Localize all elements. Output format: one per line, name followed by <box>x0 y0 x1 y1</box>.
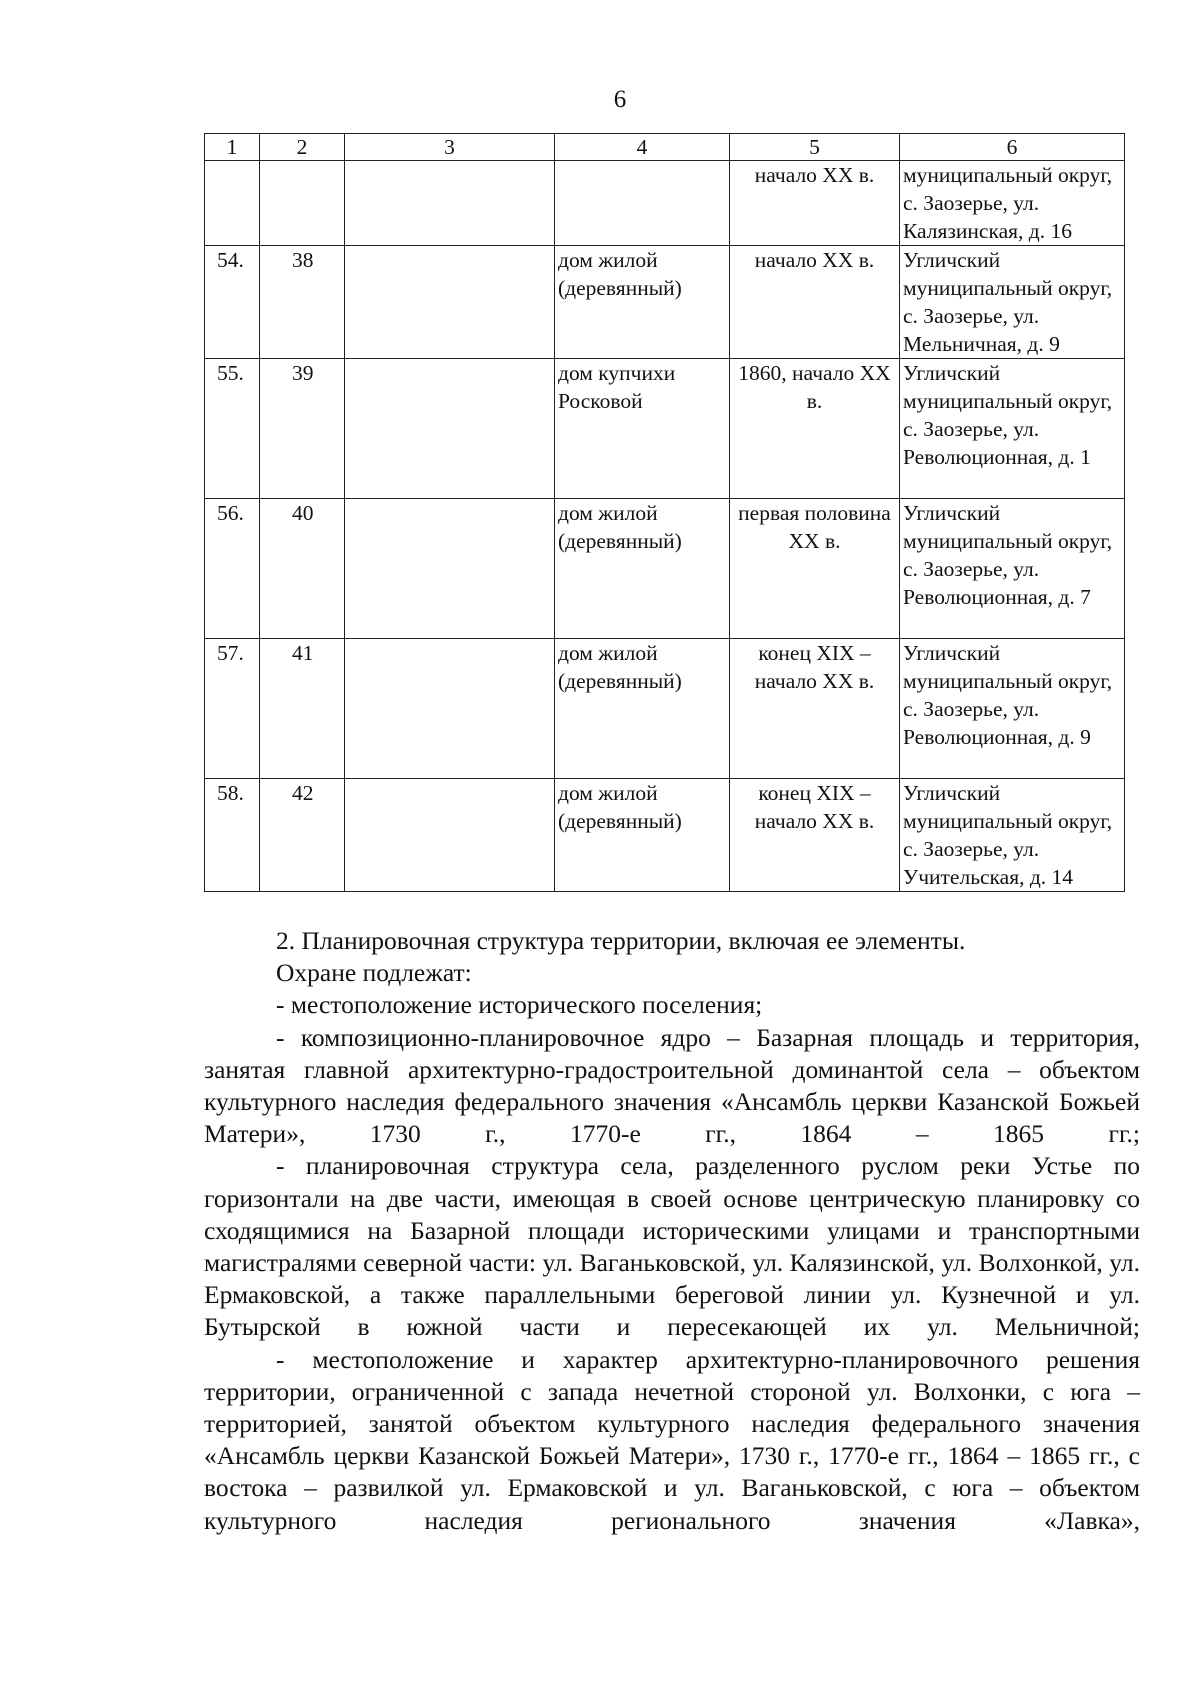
object-number: 42 <box>260 779 345 892</box>
row-number: 57. <box>205 639 260 779</box>
object-address: Угличский муниципальный округ, с. Заозерье, ул. Революционная, д. 1 <box>900 359 1125 499</box>
header-cell: 1 <box>205 134 260 161</box>
list-item: - композиционно-планировочное ядро – Базарная площадь и территория, занятая главной архитектурно-градостроительной доминантой села – объектом культурного наследия федерального значения «Ансамбль церкви Казанской Божьей Матери», 1730 г., 1770-е гг., 1864 – 1865 гг.; <box>204 1022 1140 1149</box>
object-name: дом жилой (деревянный) <box>555 779 730 892</box>
object-name <box>555 161 730 246</box>
table-row <box>205 639 1125 779</box>
object-number: 38 <box>260 246 345 359</box>
object-number: 41 <box>260 639 345 779</box>
object-number: 40 <box>260 499 345 639</box>
table-row <box>205 161 1125 246</box>
column-3-cell <box>345 246 555 359</box>
column-3-cell <box>345 779 555 892</box>
column-3-cell <box>345 639 555 779</box>
object-number: 39 <box>260 359 345 499</box>
list-item: - местоположение и характер архитектурно-планировочного решения территории, ограниченной с запада нечетной стороной ул. Волхонки, с юга – территорией, занятой объектом культурного наследия федерального значения «Ансамбль церкви Казанской Божьей Матери», 1730 г., 1770-е гг., 1864 – 1865 гг., с востока – развилкой ул. Ермаковской и ул. Ваганьковской, с юга – объектом культурного наследия регионального значения «Лавка», <box>204 1344 1140 1535</box>
row-number: 58. <box>205 779 260 892</box>
object-date: начало XX в. <box>730 161 900 246</box>
column-3-cell <box>345 161 555 246</box>
header-cell: 2 <box>260 134 345 161</box>
object-number <box>260 161 345 246</box>
list-item: - планировочная структура села, разделенного руслом реки Устье по горизонтали на две части, имеющая в своей основе центрическую планировку со сходящимися на Базарной площади историческими улицами и транспортными магистралями северной части: ул. Ваганьковской, ул. Калязинской, ул. Волхонкой, ул. Ермаковской, а также параллельными береговой линии ул. Кузнечной и ул. Бутырской в южной части и пересекающей их ул. Мельничной; <box>204 1151 1140 1342</box>
object-address: муниципальный округ, с. Заозерье, ул. Калязинская, д. 16 <box>900 161 1125 246</box>
header-cell: 4 <box>555 134 730 161</box>
table-row <box>205 359 1125 499</box>
column-3-cell <box>345 359 555 499</box>
heritage-objects-table <box>204 133 1125 892</box>
object-name: дом жилой (деревянный) <box>555 246 730 359</box>
table-header-row <box>205 134 1125 161</box>
object-address: Угличский муниципальный округ, с. Заозерье, ул. Революционная, д. 7 <box>900 499 1125 639</box>
object-address: Угличский муниципальный округ, с. Заозерье, ул. Учительская, д. 14 <box>900 779 1125 892</box>
table-row <box>205 499 1125 639</box>
object-address: Угличский муниципальный округ, с. Заозерье, ул. Революционная, д. 9 <box>900 639 1125 779</box>
section-heading: 2. Планировочная структура территории, включая ее элементы. <box>276 926 966 955</box>
header-cell: 3 <box>345 134 555 161</box>
table-row <box>205 246 1125 359</box>
table-row <box>205 779 1125 892</box>
object-date: начало XX в. <box>730 246 900 359</box>
object-date: 1860, начало XX в. <box>730 359 900 499</box>
object-date: первая половина XX в. <box>730 499 900 639</box>
header-cell: 6 <box>900 134 1125 161</box>
object-name: дом жилой (деревянный) <box>555 639 730 779</box>
body-text <box>204 925 1140 1537</box>
object-address: Угличский муниципальный округ, с. Заозерье, ул. Мельничная, д. 9 <box>900 246 1125 359</box>
object-date: конец XIX – начало XX в. <box>730 639 900 779</box>
row-number: 54. <box>205 246 260 359</box>
page-number: 6 <box>613 86 627 113</box>
row-number: 56. <box>205 499 260 639</box>
object-name: дом купчихи Росковой <box>555 359 730 499</box>
object-name: дом жилой (деревянный) <box>555 499 730 639</box>
header-cell: 5 <box>730 134 900 161</box>
object-date: конец XIX – начало XX в. <box>730 779 900 892</box>
paragraph: Охране подлежат: <box>276 958 472 988</box>
list-item: - местоположение исторического поселения; <box>276 990 763 1020</box>
column-3-cell <box>345 499 555 639</box>
row-number: 55. <box>205 359 260 499</box>
row-number <box>205 161 260 246</box>
